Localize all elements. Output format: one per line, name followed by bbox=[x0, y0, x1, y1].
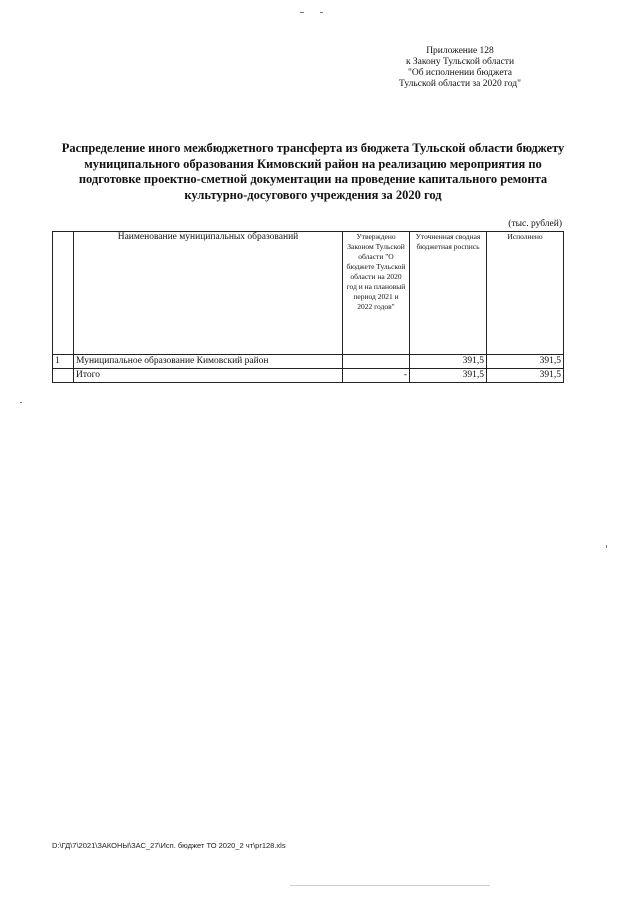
header-specified: Уточненная сводная бюджетная роспись bbox=[410, 232, 487, 355]
annex-reference bbox=[380, 46, 540, 90]
row-municipality-name: Муниципальное образование Кимовский район bbox=[74, 355, 343, 369]
document-title bbox=[50, 141, 576, 203]
transfer-table bbox=[52, 231, 564, 383]
row-executed: 391,5 bbox=[487, 355, 564, 369]
total-number bbox=[53, 369, 74, 383]
title-line-3: подготовке проектно-сметной документации на проведение капитального ремонта bbox=[78, 172, 548, 186]
table-row bbox=[53, 355, 564, 369]
scan-speck bbox=[320, 12, 323, 13]
units-label: (тыс. рублей) bbox=[508, 219, 562, 229]
header-municipality-name: Наименование муниципальных образований bbox=[74, 232, 343, 355]
scan-speck bbox=[606, 545, 607, 548]
total-specified: 391,5 bbox=[410, 369, 487, 383]
total-approved: - bbox=[343, 369, 410, 383]
total-label: Итого bbox=[74, 369, 343, 383]
header-executed: Исполнено bbox=[487, 232, 564, 355]
title-line-2: муниципального образования Кимовский район на реализацию мероприятия по bbox=[84, 156, 542, 171]
row-number: 1 bbox=[53, 355, 74, 369]
annex-line-3: "Об исполнении бюджета bbox=[407, 68, 513, 78]
row-specified: 391,5 bbox=[410, 355, 487, 369]
annex-line-2: к Закону Тульской области bbox=[405, 57, 515, 67]
annex-line-1: Приложение 128 bbox=[426, 46, 494, 56]
annex-line-4: Тульской области за 2020 год" bbox=[399, 79, 521, 89]
title-line-4: культурно-досугового учреждения за 2020 год bbox=[184, 187, 442, 202]
scan-speck bbox=[290, 885, 490, 886]
file-path-footer: D:\ГД\7\2021\ЗАКОНЫ\ЗАС_27\Исп. бюджет ТО 2020_2 чт\pr128.xls bbox=[52, 841, 286, 850]
title-line-1: Распределение иного межбюджетного трансферта из бюджета Тульской области бюджету bbox=[61, 141, 565, 155]
scan-speck bbox=[300, 12, 304, 13]
total-executed: 391,5 bbox=[487, 369, 564, 383]
table-header-row bbox=[53, 232, 564, 355]
header-approved: Утверждено Законом Тульской области "О бюджете Тульской области на 2020 год и на плановый период 2021 и 2022 годов" bbox=[343, 232, 410, 355]
table-total-row bbox=[53, 369, 564, 383]
row-approved bbox=[343, 355, 410, 369]
scan-speck bbox=[20, 402, 22, 403]
header-number bbox=[53, 232, 74, 355]
